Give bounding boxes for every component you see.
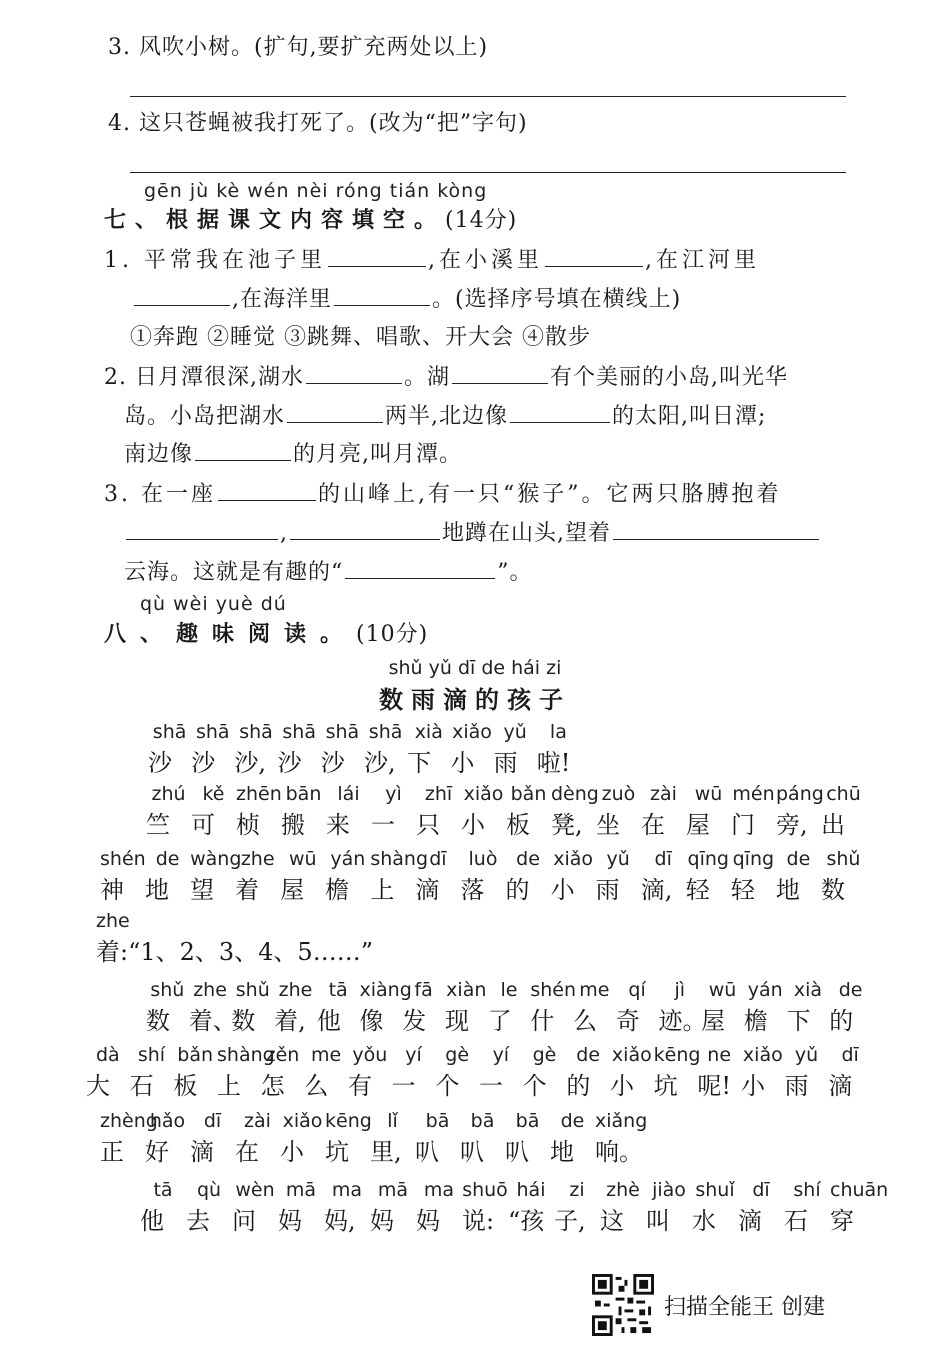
pinyin-syllable: xiǎo <box>463 783 504 805</box>
story-character: 上 <box>217 1072 241 1100</box>
story-character: 下 <box>786 1007 811 1035</box>
pinyin-syllable: ma <box>331 1179 363 1201</box>
story-character: 檐 <box>743 1007 768 1035</box>
story-character: 来 <box>326 811 350 839</box>
blank[interactable] <box>134 304 230 306</box>
story-character: 叭 <box>415 1138 439 1166</box>
story-character: 坑 <box>325 1138 349 1166</box>
pinyin-syllable: mén <box>732 783 775 805</box>
pinyin-syllable: zěn <box>265 1044 300 1066</box>
s7-q2-line3 <box>124 437 462 468</box>
story-character: 沙 <box>320 749 345 777</box>
pinyin-syllable: de <box>155 848 180 870</box>
pinyin-syllable: zhú <box>151 783 186 805</box>
story-character: 屋 <box>686 811 710 839</box>
story-character: 石 <box>129 1072 154 1100</box>
story-character: 桢 <box>236 811 260 839</box>
story-character: 小 <box>741 1072 765 1100</box>
story-character: 呢! <box>697 1072 731 1100</box>
story-character: 的 <box>829 1007 854 1035</box>
pinyin-syllable: qīng <box>732 848 775 870</box>
story-character: 水 <box>692 1207 716 1235</box>
section7-heading <box>104 203 517 234</box>
story-character: 小 <box>610 1072 634 1100</box>
story-character: 竺 <box>146 811 170 839</box>
blank[interactable] <box>334 304 430 306</box>
pinyin-syllable: xiǎo <box>553 848 593 870</box>
pinyin-syllable: yì <box>385 783 402 805</box>
pinyin-syllable: shā <box>152 721 187 743</box>
blank[interactable] <box>287 421 383 423</box>
s7-q3-text: 地蹲在山头,望着 <box>442 521 611 546</box>
pinyin-syllable: zhēn <box>236 783 282 805</box>
pinyin-syllable: zhe <box>96 910 130 932</box>
story-character: 沙 <box>191 749 216 777</box>
story-character: 雨 <box>493 749 518 777</box>
pinyin-syllable: shā <box>282 721 316 743</box>
pinyin-syllable: qù <box>196 1179 222 1201</box>
pinyin-syllable: me <box>311 1044 342 1066</box>
story-character: 迹。 <box>658 1007 707 1035</box>
pinyin-syllable: la <box>549 721 567 743</box>
pinyin-syllable: wàng <box>190 848 242 870</box>
pinyin-syllable: qīng <box>687 848 729 870</box>
story-character: 小 <box>550 876 575 904</box>
story-character: 数 <box>146 1007 170 1035</box>
pinyin-syllable: shàng <box>370 848 429 870</box>
blank[interactable] <box>510 421 610 423</box>
section7-title: 七、根据课文内容填空。 <box>104 207 446 233</box>
pinyin-syllable: bǎn <box>510 783 547 805</box>
story-character: 板 <box>173 1072 198 1100</box>
s7-q3-line2 <box>124 516 821 547</box>
story-character: 石 <box>784 1207 808 1235</box>
pinyin-syllable: zuò <box>601 783 636 805</box>
s7-q1-line2 <box>132 282 681 313</box>
blank[interactable] <box>306 382 402 384</box>
story-character: 旁, <box>776 811 808 839</box>
story-character: 响。 <box>595 1138 643 1166</box>
blank[interactable] <box>452 382 548 384</box>
story-character: 下 <box>407 749 432 777</box>
pinyin-syllable: shǔ <box>235 979 270 1001</box>
s7-q2-text: 南边像 <box>124 442 194 467</box>
pinyin-syllable: wèn <box>235 1179 275 1201</box>
s7-q1-text: ,在海洋里 <box>232 287 332 312</box>
pinyin-syllable: shén <box>530 979 577 1001</box>
story-character: 么 <box>304 1072 329 1100</box>
s7-q2-text: 的月亮,叫月潭。 <box>293 442 463 467</box>
section7-score: (14分) <box>445 208 518 233</box>
story-character: 坐 <box>596 811 620 839</box>
blank[interactable] <box>613 538 819 540</box>
story-character: 滴 <box>828 1072 853 1100</box>
pinyin-syllable: shā <box>368 721 403 743</box>
pinyin-syllable: dà <box>95 1044 120 1066</box>
story-character: 屋 <box>701 1007 726 1035</box>
s7-q3-text: 云海。这就是有趣的“ <box>124 560 344 585</box>
section8-score: (10分) <box>356 622 429 647</box>
s7-q1-text: 。(选择序号填在横线上) <box>432 287 682 312</box>
story-character: 这 <box>600 1207 624 1235</box>
story-character: 小 <box>461 811 485 839</box>
pinyin-syllable: tā <box>153 1179 173 1201</box>
s7-q2-text: 岛。小岛把湖水 <box>124 404 286 429</box>
story-character: 滴, <box>640 876 673 904</box>
pinyin-syllable: shǔ <box>150 979 185 1001</box>
pinyin-syllable: bā <box>470 1110 495 1132</box>
s7-q2-text: 2. 日月潭很深,湖水 <box>104 365 304 390</box>
s7-q2-text: 有个美丽的小岛,叫光华 <box>550 365 788 390</box>
story-character: 在 <box>235 1138 259 1166</box>
pinyin-syllable: yán <box>747 979 783 1001</box>
section8-pinyin: qù wèi yuè dú <box>140 593 287 615</box>
story-character: 他 <box>316 1007 341 1035</box>
story-character: 里, <box>370 1138 402 1166</box>
pinyin-syllable: tā <box>328 979 348 1001</box>
story-character: 着 <box>235 876 260 904</box>
story-character: 子, <box>554 1207 586 1235</box>
story-character: 沙, <box>364 749 396 777</box>
story-character: 雨 <box>595 876 620 904</box>
story-character: 现 <box>444 1007 469 1035</box>
blank[interactable] <box>290 538 440 540</box>
story-character: 叭 <box>460 1138 484 1166</box>
s7-q3-line1 <box>104 477 781 508</box>
story-character: 出 <box>821 811 845 839</box>
story-character: 怎 <box>260 1072 285 1100</box>
story-character: 奇 <box>615 1007 640 1035</box>
s7-q1-line1 <box>104 243 760 274</box>
story-character: 滴 <box>190 1138 214 1166</box>
pinyin-syllable: xià <box>414 721 443 743</box>
pinyin-syllable: gè <box>445 1044 470 1066</box>
story-character: 个 <box>435 1072 460 1100</box>
story-character: 数 <box>820 876 845 904</box>
pinyin-syllable: dèng <box>551 783 599 805</box>
story-character: 正 <box>100 1138 124 1166</box>
pinyin-syllable: bā <box>425 1110 450 1132</box>
section7-pinyin: gēn jù kè wén nèi róng tián kòng <box>144 180 488 202</box>
story-character: 有 <box>348 1072 372 1100</box>
story-character: 穿 <box>830 1207 854 1235</box>
story-character: 搬 <box>281 811 305 839</box>
pinyin-syllable: yǔ <box>606 848 630 870</box>
s7-q3-text: 3. 在一座 <box>104 482 216 507</box>
story-character: 妈 <box>278 1207 302 1235</box>
story-character: 板 <box>506 811 530 839</box>
pinyin-syllable: gè <box>532 1044 557 1066</box>
story-character: 什 <box>530 1007 555 1035</box>
story-character: 着:“1、2、3、4、5……” <box>96 938 373 966</box>
pinyin-syllable: hǎo <box>149 1110 186 1132</box>
blank[interactable] <box>328 265 426 267</box>
pinyin-syllable: fā <box>414 979 433 1001</box>
story-character: 小 <box>280 1138 304 1166</box>
story-character: 滴 <box>415 876 440 904</box>
pinyin-syllable: wū <box>708 979 737 1001</box>
pinyin-syllable: yǔ <box>794 1044 819 1066</box>
pinyin-syllable: zhe <box>193 979 227 1001</box>
s7-q3-line3 <box>124 555 533 586</box>
story-character: 他 <box>140 1207 164 1235</box>
story-character: 发 <box>402 1007 427 1035</box>
story-character: 着, <box>274 1007 306 1035</box>
story-character: 妈 <box>370 1207 394 1235</box>
story-character: 地 <box>775 876 800 904</box>
pinyin-syllable: zhèng <box>100 1110 158 1132</box>
pinyin-syllable: kēng <box>325 1110 372 1132</box>
s7-q2-text: 两半,北边像 <box>385 404 509 429</box>
story-character: 轻 <box>685 876 710 904</box>
story-character: 数 <box>231 1007 256 1035</box>
pinyin-syllable: yí <box>405 1044 422 1066</box>
s7-q3-text: 的山峰上,有一只“猴子”。它两只胳膊抱着 <box>317 482 782 507</box>
pinyin-syllable: shí <box>793 1179 821 1201</box>
story-character: 着、 <box>188 1007 237 1035</box>
pinyin-syllable: bān <box>285 783 322 805</box>
pinyin-syllable: bǎn <box>177 1044 214 1066</box>
s7-q1-text: ,在小溪里 <box>427 248 543 273</box>
story-character: 问 <box>232 1207 256 1235</box>
story-character: 一 <box>479 1072 503 1100</box>
story-character: 轻 <box>730 876 755 904</box>
s7-q2-text: 的太阳,叫日潭; <box>612 404 767 429</box>
s7-q1-text: 1. 平常我在池子里 <box>104 248 326 273</box>
pinyin-syllable: yǔ <box>503 721 527 743</box>
story-character: 像 <box>359 1007 384 1035</box>
scanner-brand: 扫描全能王 创建 <box>664 1295 825 1320</box>
pinyin-syllable: dī <box>841 1044 859 1066</box>
story-character: 小 <box>450 749 475 777</box>
story-title: 数雨滴的孩子 <box>379 685 571 714</box>
pinyin-syllable: shén <box>100 848 146 870</box>
story-character: 了 <box>487 1007 512 1035</box>
s7-q2-text: 。湖 <box>403 365 450 390</box>
pinyin-syllable: ne <box>707 1044 732 1066</box>
pinyin-syllable: shā <box>239 721 273 743</box>
story-character: 神 <box>100 876 124 904</box>
story-character: 叭 <box>505 1138 529 1166</box>
story-character: 坑 <box>653 1072 678 1100</box>
pinyin-syllable: mā <box>377 1179 409 1201</box>
qr-code-icon <box>592 1274 654 1336</box>
pinyin-syllable: kēng <box>653 1044 701 1066</box>
story-character: 一 <box>371 811 395 839</box>
story-character: 去 <box>186 1207 210 1235</box>
story-character: 在 <box>641 811 665 839</box>
blank[interactable] <box>545 265 643 267</box>
pinyin-syllable: páng <box>776 783 824 805</box>
pinyin-syllable: dī <box>203 1110 222 1132</box>
s7-q1-options: ①奔跑 ②睡觉 ③跳舞、唱歌、开大会 ④散步 <box>130 325 591 350</box>
story-character: 妈 <box>416 1207 440 1235</box>
pinyin-syllable: zhe <box>278 979 313 1001</box>
story-character: 啦! <box>536 749 571 777</box>
pinyin-syllable: kě <box>202 783 225 805</box>
pinyin-syllable: xiǎo <box>452 721 492 743</box>
ex6-q3: 3. 风吹小树。(扩句,要扩充两处以上) <box>108 35 489 60</box>
story-character: 叫 <box>646 1207 670 1235</box>
pinyin-syllable: zhe <box>240 848 275 870</box>
story-character: 沙 <box>148 749 172 777</box>
pinyin-syllable: ma <box>423 1179 455 1201</box>
story-character: 好 <box>145 1138 169 1166</box>
pinyin-syllable: shuō <box>462 1179 508 1201</box>
answer-line <box>130 172 846 173</box>
story-character: 地 <box>550 1138 574 1166</box>
story-character: 么 <box>573 1007 598 1035</box>
pinyin-syllable: lái <box>337 783 360 805</box>
pinyin-syllable: yán <box>330 848 366 870</box>
pinyin-syllable: yí <box>492 1044 510 1066</box>
answer-line <box>130 96 846 97</box>
blank[interactable] <box>126 538 278 540</box>
pinyin-syllable: shí <box>137 1044 166 1066</box>
s7-q2-line2 <box>124 399 766 430</box>
pinyin-syllable: shā <box>325 721 360 743</box>
story-character: 妈, <box>324 1207 356 1235</box>
pinyin-syllable: de <box>838 979 863 1001</box>
story-character: 可 <box>191 811 215 839</box>
story-character: 滴 <box>738 1207 762 1235</box>
pinyin-syllable: me <box>579 979 610 1001</box>
pinyin-syllable: luò <box>468 848 498 870</box>
pinyin-syllable: xiàng <box>359 979 412 1001</box>
blank[interactable] <box>345 577 495 579</box>
story-character: 大 <box>86 1072 110 1100</box>
story-character: 说: <box>462 1207 495 1235</box>
pinyin-syllable: xià <box>793 979 823 1001</box>
story-character: 檐 <box>325 876 350 904</box>
pinyin-syllable: xiǎo <box>742 1044 783 1066</box>
pinyin-syllable: bā <box>515 1110 540 1132</box>
pinyin-syllable: de <box>516 848 540 870</box>
story-character: 望 <box>190 876 215 904</box>
pinyin-syllable: jì <box>674 979 686 1001</box>
pinyin-syllable: mā <box>285 1179 317 1201</box>
pinyin-syllable: yǒu <box>352 1044 388 1066</box>
blank[interactable] <box>195 459 291 461</box>
story-character: 沙, <box>234 749 267 777</box>
section8-heading <box>104 617 428 648</box>
pinyin-syllable: xiǎo <box>611 1044 652 1066</box>
pinyin-syllable: qí <box>628 979 646 1001</box>
pinyin-syllable: zi <box>569 1179 585 1201</box>
pinyin-syllable: de <box>576 1044 601 1066</box>
story-character: 个 <box>522 1072 547 1100</box>
story-character: 落 <box>460 876 485 904</box>
pinyin-syllable: dī <box>429 848 447 870</box>
story-character: 一 <box>391 1072 416 1100</box>
story-character: 门 <box>731 811 755 839</box>
pinyin-syllable: le <box>500 979 518 1001</box>
pinyin-syllable: hái <box>516 1179 546 1201</box>
pinyin-syllable: wū <box>694 783 723 805</box>
story-character: “孩 <box>508 1207 545 1235</box>
s7-q1-text: ,在江河里 <box>644 248 760 273</box>
pinyin-syllable: zhī <box>424 783 453 805</box>
story-character: 上 <box>370 876 395 904</box>
story-character: 的 <box>566 1072 591 1100</box>
pinyin-syllable: dī <box>752 1179 770 1201</box>
pinyin-syllable: shǔ <box>826 848 861 870</box>
s7-q2-line1 <box>104 360 788 391</box>
story-character: 凳, <box>551 811 583 839</box>
story-title-pinyin: shǔ yǔ dī de hái zi <box>388 657 562 679</box>
story-character: 屋 <box>280 876 305 904</box>
story-character: 的 <box>505 876 530 904</box>
story-character: 雨 <box>784 1072 809 1100</box>
pinyin-syllable: jiào <box>652 1179 686 1201</box>
pinyin-syllable: xiǎo <box>282 1110 323 1132</box>
pinyin-syllable: de <box>560 1110 585 1132</box>
pinyin-syllable: zài <box>650 783 677 805</box>
pinyin-syllable: wū <box>288 848 317 870</box>
pinyin-syllable: chū <box>826 783 861 805</box>
pinyin-syllable: chuān <box>830 1179 889 1201</box>
s7-q3-text: ”。 <box>497 560 533 585</box>
pinyin-syllable: shuǐ <box>695 1179 735 1201</box>
pinyin-syllable: lǐ <box>387 1110 398 1132</box>
pinyin-syllable: zhè <box>606 1179 640 1201</box>
s7-q3-text: , <box>280 521 288 546</box>
pinyin-syllable: dī <box>654 848 672 870</box>
story-character: 地 <box>145 876 170 904</box>
pinyin-syllable: shàng <box>217 1044 275 1066</box>
pinyin-syllable: de <box>786 848 811 870</box>
blank[interactable] <box>218 499 316 501</box>
ex6-q4: 4. 这只苍蝇被我打死了。(改为“把”字句) <box>108 111 528 136</box>
section8-title: 八、趣味阅读。 <box>104 621 357 647</box>
pinyin-syllable: xiǎng <box>595 1110 648 1132</box>
story-character: 只 <box>416 811 440 839</box>
pinyin-syllable: shā <box>195 721 230 743</box>
pinyin-syllable: zài <box>244 1110 271 1132</box>
story-character: 沙 <box>277 749 302 777</box>
pinyin-syllable: xiàn <box>446 979 487 1001</box>
